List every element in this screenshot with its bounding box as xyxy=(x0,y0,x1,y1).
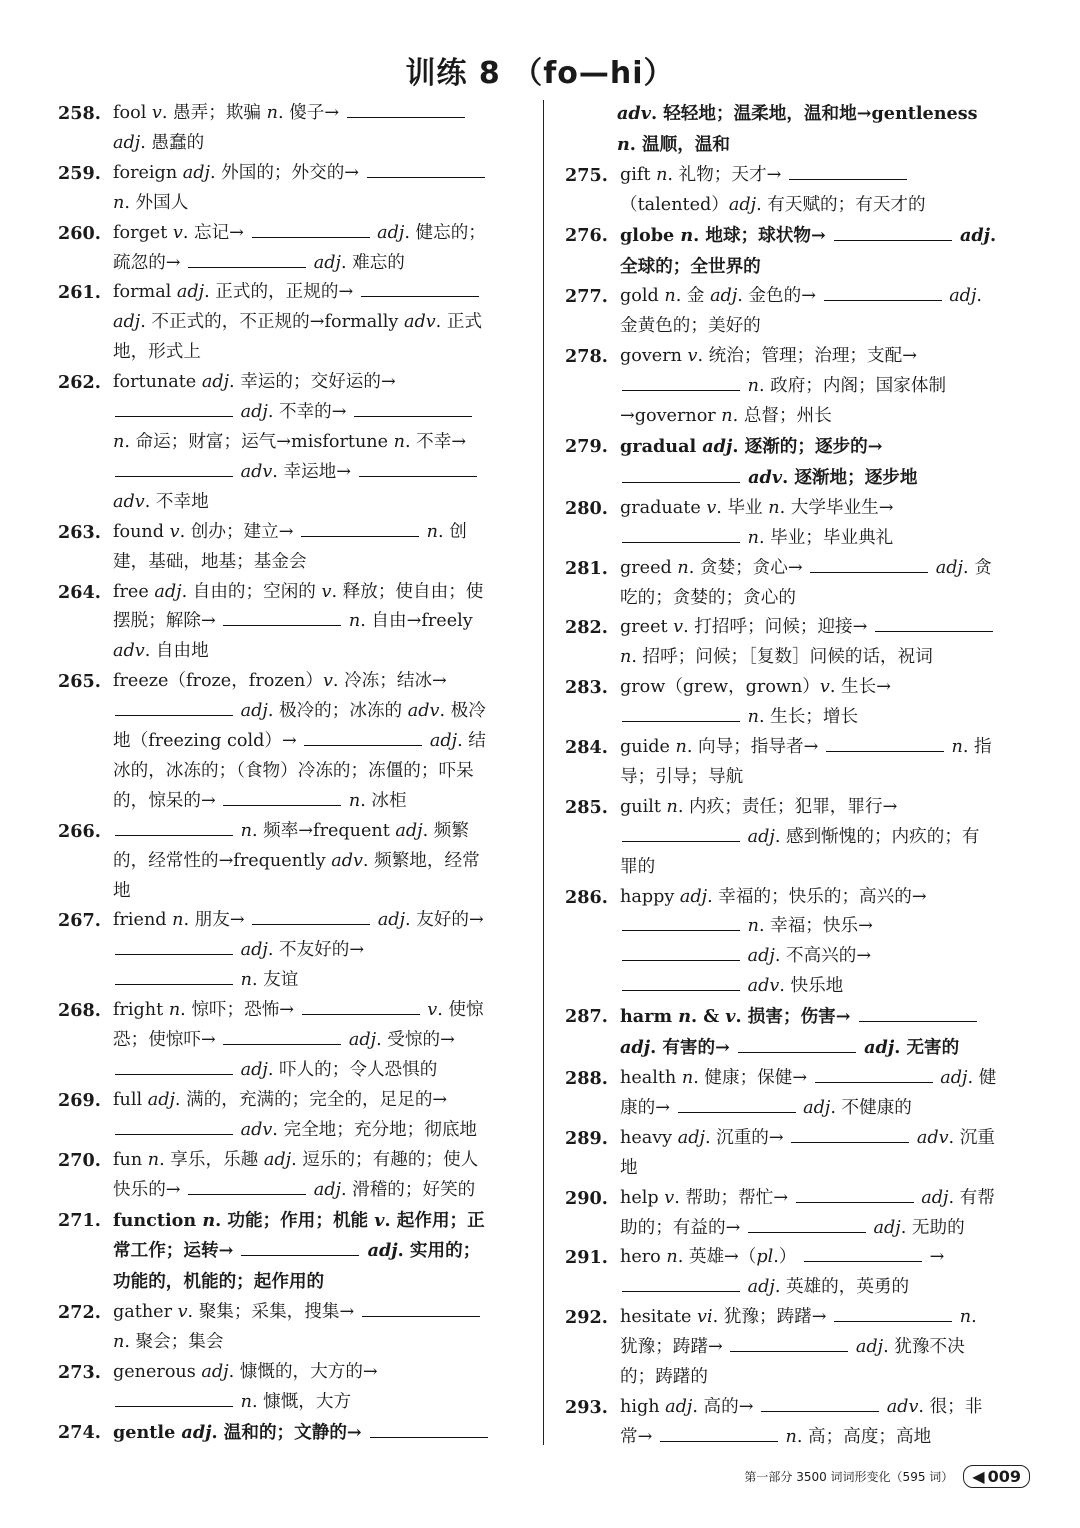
part-of-speech: adj xyxy=(665,1396,693,1417)
answer-blank xyxy=(115,821,233,836)
entry-text: gold n. 金 adj. 金色的→ adj. 金黄色的；美好的 xyxy=(620,286,982,337)
part-of-speech: adj xyxy=(313,1179,341,1200)
vocab-entry xyxy=(58,518,490,578)
vocab-entry xyxy=(565,99,997,161)
part-of-speech: adv xyxy=(747,976,780,997)
part-of-speech: v xyxy=(321,581,332,602)
answer-blank xyxy=(347,103,465,118)
vocab-entry xyxy=(58,817,490,907)
part-of-speech: adj xyxy=(240,1060,268,1080)
part-of-speech: adj xyxy=(873,1217,901,1238)
part-of-speech: n xyxy=(680,224,694,246)
part-of-speech: v xyxy=(322,671,333,692)
entry-number: 284. xyxy=(565,737,608,759)
entry-number: 270. xyxy=(58,1149,101,1171)
vocab-entry xyxy=(565,1184,997,1244)
vocab-entry xyxy=(565,1002,997,1064)
part-of-speech: n xyxy=(617,133,630,155)
part-of-speech: adv xyxy=(240,461,273,482)
part-of-speech: adv xyxy=(113,641,145,662)
part-of-speech: adj xyxy=(747,826,775,847)
answer-blank xyxy=(223,1030,341,1045)
entry-text: formal adj. 正式的，正规的→ adj. 不正式的，不正规的→formally adv. 正式地，形式上 xyxy=(113,282,483,363)
part-of-speech: v xyxy=(374,1209,385,1231)
right-column xyxy=(565,99,997,1448)
entry-text: hero n. 英雄→（pl.） → adj. 英雄的，英勇的 xyxy=(620,1247,945,1298)
entry-number: 281. xyxy=(565,557,608,579)
vocab-entry xyxy=(58,1146,490,1206)
part-of-speech: adv xyxy=(240,1119,273,1140)
part-of-speech: n xyxy=(681,1068,694,1088)
entry-number: 285. xyxy=(565,796,608,818)
entry-number: 292. xyxy=(565,1307,608,1329)
part-of-speech: adj xyxy=(855,1337,884,1358)
part-of-speech: adj xyxy=(147,1089,175,1110)
part-of-speech: adj xyxy=(935,557,964,578)
triangle-left-icon: ◀ xyxy=(972,1467,985,1486)
part-of-speech: adj xyxy=(176,282,205,303)
answer-blank xyxy=(622,376,740,391)
entry-number: 290. xyxy=(565,1187,608,1209)
part-of-speech: adj xyxy=(864,1037,895,1059)
answer-blank xyxy=(115,1120,233,1135)
answer-blank xyxy=(738,1038,856,1053)
answer-blank xyxy=(622,468,740,483)
entry-number: 276. xyxy=(565,224,608,246)
entry-number: 280. xyxy=(565,497,608,519)
part-of-speech: adj xyxy=(677,1127,705,1148)
part-of-speech: adj xyxy=(702,435,733,457)
part-of-speech: n xyxy=(747,376,759,397)
part-of-speech: n xyxy=(113,192,125,213)
part-of-speech: n xyxy=(675,737,687,758)
answer-blank xyxy=(622,528,740,543)
entry-text: forget v. 忘记→ adj. 健忘的；疏忽的→ adj. 难忘的 xyxy=(113,222,486,273)
entry-text: adv. 轻轻地；温柔地，温和地→gentleness n. 温顺，温和 xyxy=(617,103,978,155)
part-of-speech: n xyxy=(677,557,689,578)
answer-blank xyxy=(826,737,944,752)
answer-blank xyxy=(789,165,907,180)
answer-blank xyxy=(115,940,233,955)
entry-number: 289. xyxy=(565,1127,608,1149)
entry-text: n. 频率→frequent adj. 频繁的，经常性的→frequently adv. 频繁地，经常地 xyxy=(113,820,480,901)
entry-number: 260. xyxy=(58,222,101,244)
answer-blank xyxy=(875,617,993,632)
vocab-entry xyxy=(58,1358,490,1418)
answer-blank xyxy=(223,611,341,626)
answer-blank xyxy=(748,1218,866,1233)
answer-blank xyxy=(810,558,928,573)
page-number-badge xyxy=(963,1465,1030,1488)
vocab-entry xyxy=(565,1064,997,1124)
answer-blank xyxy=(370,1423,488,1438)
part-of-speech: pl xyxy=(756,1247,774,1268)
part-of-speech: adv xyxy=(916,1127,949,1148)
answer-blank xyxy=(834,1307,952,1322)
entry-number: 283. xyxy=(565,677,608,699)
entry-text: freeze（froze，frozen）v. 冷冻；结冰→ adj. 极冷的；冰冻的 adv. 极冷地（freezing cold）→ adj. 结冰的，冰冻的；（食物）冷冻的；冻僵的；吓呆的，惊呆的→ n. 冰柜 xyxy=(113,671,486,811)
entry-number: 282. xyxy=(565,617,608,639)
part-of-speech: n xyxy=(168,1000,181,1021)
footer-text: 第一部分 3500 词词形变化（595 词） xyxy=(744,1470,954,1484)
part-of-speech: adj xyxy=(313,252,341,273)
part-of-speech: adv xyxy=(748,466,783,488)
part-of-speech: adj xyxy=(728,194,757,215)
part-of-speech: n xyxy=(147,1149,160,1170)
answer-blank xyxy=(115,701,233,716)
entry-number: 267. xyxy=(58,910,101,932)
part-of-speech: n xyxy=(666,1247,678,1268)
entry-number: 262. xyxy=(58,372,101,394)
part-of-speech: adv xyxy=(403,312,436,333)
entry-text: help v. 帮助；帮忙→ adj. 有帮助的；有益的→ adj. 无助的 xyxy=(620,1187,995,1238)
part-of-speech: v xyxy=(177,1302,188,1323)
answer-blank xyxy=(301,522,419,537)
entry-text: gentle adj. 温和的；文静的→ xyxy=(113,1422,490,1443)
answer-blank xyxy=(188,1180,306,1195)
vocab-entry xyxy=(58,368,490,518)
answer-blank xyxy=(367,163,485,178)
part-of-speech: v xyxy=(706,497,717,518)
part-of-speech: n xyxy=(747,527,759,548)
answer-blank xyxy=(115,462,233,477)
entry-text: hesitate vi. 犹豫；踌躇→ n. 犹豫；踌躇→ adj. 犹豫不决的；踌躇的 xyxy=(620,1307,977,1388)
part-of-speech: v xyxy=(151,103,162,123)
entry-text: gift n. 礼物；天才→ （talented）adj. 有天赋的；有天才的 xyxy=(620,164,926,215)
entry-text: guide n. 向导；指导者→ n. 指导；引导；导航 xyxy=(620,737,992,787)
entry-number: 258. xyxy=(58,103,101,124)
part-of-speech: adj xyxy=(263,1149,292,1170)
entry-text: globe n. 地球；球状物→ adj. 全球的；全世界的 xyxy=(620,224,997,277)
part-of-speech: n xyxy=(620,647,632,668)
answer-blank xyxy=(302,1000,420,1015)
part-of-speech: adj xyxy=(747,1277,775,1298)
part-of-speech: adj xyxy=(201,1362,229,1383)
part-of-speech: adj xyxy=(949,286,977,307)
entry-number: 275. xyxy=(565,164,608,186)
vocab-entry xyxy=(565,883,997,1003)
answer-blank xyxy=(730,1337,848,1352)
part-of-speech: vi xyxy=(697,1307,713,1328)
entry-text: full adj. 满的，充满的；完全的，足足的→ adv. 完全地；充分地；彻底地 xyxy=(113,1089,478,1140)
vocab-entry xyxy=(565,613,997,673)
entry-text: fun n. 享乐，乐趣 adj. 逗乐的；有趣的；使人快乐的→ adj. 滑稽的；好笑的 xyxy=(113,1149,479,1200)
answer-blank xyxy=(678,1098,796,1113)
entry-number: 265. xyxy=(58,671,101,693)
part-of-speech: adj xyxy=(240,402,268,423)
entry-number: 286. xyxy=(565,886,608,908)
part-of-speech: n xyxy=(348,790,361,811)
part-of-speech: adj xyxy=(620,1037,651,1059)
part-of-speech: n xyxy=(951,737,963,758)
entry-text: function n. 功能；作用；机能 v. 起作用；正常工作；运转→ adj. 实用的；功能的，机能的；起作用的 xyxy=(113,1209,485,1293)
entry-number: 278. xyxy=(565,346,608,368)
entry-number: 259. xyxy=(58,162,101,184)
part-of-speech: adj xyxy=(348,1030,377,1051)
part-of-speech: n xyxy=(266,103,278,123)
vocab-entry xyxy=(565,673,997,733)
part-of-speech: n xyxy=(113,1332,125,1353)
left-column xyxy=(58,99,490,1448)
vocab-entry xyxy=(58,667,490,817)
part-of-speech: n xyxy=(678,1006,691,1028)
vocab-entry xyxy=(565,1393,997,1448)
answer-blank xyxy=(804,1247,922,1262)
entry-text: greet v. 打招呼；问候；迎接→ n. 招呼；问候；［复数］问候的话，祝词 xyxy=(620,617,995,667)
entry-text: grow（grew，grown）v. 生长→ n. 生长；增长 xyxy=(620,677,891,728)
entry-number: 272. xyxy=(58,1302,101,1324)
vocab-entry xyxy=(565,432,997,494)
vocab-entry xyxy=(565,161,997,221)
entry-text: graduate v. 毕业 n. 大学毕业生→ n. 毕业；毕业典礼 xyxy=(620,497,894,548)
entry-number: 291. xyxy=(565,1247,608,1269)
answer-blank xyxy=(622,946,740,961)
page-title: 训练 8 （fo—hi） xyxy=(405,56,675,91)
part-of-speech: v xyxy=(673,617,684,638)
part-of-speech: adv xyxy=(113,491,145,512)
answer-blank xyxy=(761,1397,879,1412)
part-of-speech: adj xyxy=(921,1187,949,1208)
part-of-speech: n xyxy=(172,910,184,931)
part-of-speech: n xyxy=(240,1391,252,1412)
part-of-speech: n xyxy=(240,970,252,991)
vocab-entry xyxy=(58,159,490,219)
vocab-entry xyxy=(565,793,997,883)
answer-blank xyxy=(622,916,740,931)
part-of-speech: adj xyxy=(679,886,708,907)
part-of-speech: adv xyxy=(886,1396,919,1417)
answer-blank xyxy=(115,970,233,985)
part-of-speech: v xyxy=(664,1187,675,1208)
part-of-speech: v xyxy=(819,677,830,698)
part-of-speech: n xyxy=(768,497,780,518)
answer-blank xyxy=(622,1277,740,1292)
part-of-speech: adj xyxy=(201,372,230,393)
answer-blank xyxy=(834,226,952,241)
answer-blank xyxy=(815,1068,933,1083)
vocab-entry xyxy=(565,494,997,554)
part-of-speech: adj xyxy=(113,132,141,153)
part-of-speech: adv xyxy=(407,701,440,722)
entry-number: 266. xyxy=(58,820,101,842)
entry-number: 269. xyxy=(58,1089,101,1111)
part-of-speech: n xyxy=(785,1426,797,1447)
part-of-speech: adj xyxy=(377,910,406,931)
answer-blank xyxy=(359,462,477,477)
part-of-speech: n xyxy=(393,431,405,452)
part-of-speech: n xyxy=(666,796,678,817)
part-of-speech: n xyxy=(240,820,252,841)
entry-number: 268. xyxy=(58,1000,101,1022)
entry-text: friend n. 朋友→ adj. 友好的→ adj. 不友好的→ n. 友谊 xyxy=(113,910,484,991)
part-of-speech: adj xyxy=(377,222,405,243)
entry-text: gradual adj. 逐渐的；逐步的→ adv. 逐渐地；逐步地 xyxy=(620,435,918,488)
entry-number: 293. xyxy=(565,1396,608,1418)
part-of-speech: adj xyxy=(113,312,141,333)
part-of-speech: n xyxy=(721,406,733,427)
vocab-entry xyxy=(58,1086,490,1146)
answer-blank xyxy=(622,827,740,842)
entry-text: greed n. 贪婪；贪心→ adj. 贪吃的；贪婪的；贪心的 xyxy=(620,557,992,608)
answer-blank xyxy=(188,253,306,268)
entry-text: heavy adj. 沉重的→ adv. 沉重地 xyxy=(620,1127,995,1178)
entry-text: fool v. 愚弄；欺骗 n. 傻子→ adj. 愚蠢的 xyxy=(113,103,467,153)
entry-text: health n. 健康；保健→ adj. 健康的→ adj. 不健康的 xyxy=(620,1068,997,1118)
entry-text: guilt n. 内疚；责任；犯罪，罪行→ adj. 感到惭愧的；内疚的；有罪的 xyxy=(620,796,980,877)
entry-text: free adj. 自由的；空闲的 v. 释放；使自由；使摆脱；解除→ n. 自由→freely adv. 自由地 xyxy=(113,581,484,662)
entry-text: gather v. 聚集；采集，搜集→ n. 聚会；集会 xyxy=(113,1302,482,1352)
answer-blank xyxy=(115,1060,233,1075)
entry-number: 273. xyxy=(58,1362,101,1384)
entry-number: 288. xyxy=(565,1068,608,1089)
entry-number: 274. xyxy=(58,1421,101,1443)
part-of-speech: n xyxy=(747,916,759,937)
part-of-speech: adj xyxy=(182,162,210,183)
vocab-entry xyxy=(565,221,997,283)
part-of-speech: v xyxy=(172,222,183,243)
entry-number: 277. xyxy=(565,286,608,308)
vocab-entry xyxy=(58,1418,490,1448)
part-of-speech: adv xyxy=(617,103,651,124)
entry-number: 261. xyxy=(58,282,101,304)
entry-text: found v. 创办；建立→ n. 创建，基础，地基；基金会 xyxy=(113,521,467,572)
part-of-speech: adj xyxy=(181,1421,212,1443)
part-of-speech: n xyxy=(664,286,676,307)
part-of-speech: adj xyxy=(959,224,991,246)
vocab-entry xyxy=(565,733,997,793)
part-of-speech: v xyxy=(725,1006,736,1028)
part-of-speech: n xyxy=(747,707,759,728)
answer-blank xyxy=(354,402,472,417)
vocab-entry xyxy=(565,1303,997,1393)
answer-blank xyxy=(824,286,942,301)
answer-blank xyxy=(115,402,233,417)
answer-blank xyxy=(362,1302,480,1317)
part-of-speech: adj xyxy=(747,946,775,967)
entry-number: 279. xyxy=(565,435,608,457)
vocab-entry xyxy=(565,554,997,614)
part-of-speech: adj xyxy=(710,286,738,307)
answer-blank xyxy=(791,1128,909,1143)
answer-blank xyxy=(622,976,740,991)
vocab-entry xyxy=(565,1243,997,1303)
part-of-speech: v xyxy=(169,521,180,542)
page-footer xyxy=(744,1465,1030,1488)
answer-blank xyxy=(660,1427,778,1442)
entry-text: generous adj. 慷慨的，大方的→ n. 慷慨，大方 xyxy=(113,1362,378,1412)
part-of-speech: adj xyxy=(154,581,182,602)
entry-number: 287. xyxy=(565,1006,608,1028)
entry-text: foreign adj. 外国的；外交的→ n. 外国人 xyxy=(113,163,487,213)
entry-number: 263. xyxy=(58,521,101,543)
vocab-entry xyxy=(58,1206,490,1299)
vocab-entry xyxy=(565,342,997,432)
part-of-speech: adj xyxy=(803,1097,831,1118)
answer-blank xyxy=(241,1241,359,1256)
answer-blank xyxy=(252,223,370,238)
entry-text: happy adj. 幸福的；快乐的；高兴的→ n. 幸福；快乐→ adj. 不高兴的→ adv. 快乐地 xyxy=(620,886,927,997)
entry-text: high adj. 高的→ adv. 很；非常→ n. 高；高度；高地 xyxy=(620,1396,983,1447)
vocab-entry xyxy=(58,996,490,1086)
vocab-entry xyxy=(58,1298,490,1358)
column-divider xyxy=(543,100,544,1445)
part-of-speech: n xyxy=(202,1209,216,1231)
entry-text: fortunate adj. 幸运的；交好运的→ adj. 不幸的→ n. 命运；财富；运气→misfortune n. 不幸→ adv. 幸运地→ adv. 不幸地 xyxy=(113,372,479,512)
answer-blank xyxy=(796,1188,914,1203)
part-of-speech: v xyxy=(687,346,698,367)
part-of-speech: n xyxy=(348,611,361,632)
answer-blank xyxy=(115,1392,233,1407)
part-of-speech: n xyxy=(656,164,668,185)
part-of-speech: adj xyxy=(940,1068,968,1088)
answer-blank xyxy=(859,1007,977,1022)
part-of-speech: n xyxy=(959,1307,972,1328)
vocab-entry xyxy=(58,99,490,159)
vocab-entry xyxy=(565,1124,997,1184)
part-of-speech: adj xyxy=(395,820,423,841)
vocab-entry xyxy=(58,219,490,279)
answer-blank xyxy=(223,791,341,806)
entry-text: fright n. 惊吓；恐怖→ v. 使惊恐；使惊吓→ adj. 受惊的→ adj. 吓人的；令人恐惧的 xyxy=(113,1000,484,1080)
part-of-speech: n xyxy=(113,431,125,452)
answer-blank xyxy=(252,910,370,925)
vocab-entry xyxy=(565,282,997,342)
part-of-speech: adv xyxy=(331,850,363,871)
page-number: 009 xyxy=(987,1467,1021,1486)
part-of-speech: adj xyxy=(429,731,458,752)
part-of-speech: n xyxy=(426,521,439,542)
part-of-speech: v xyxy=(427,1000,438,1021)
vocab-entry xyxy=(58,578,490,668)
vocab-entry xyxy=(58,278,490,368)
part-of-speech: adj xyxy=(240,940,268,961)
answer-blank xyxy=(622,707,740,722)
answer-blank xyxy=(304,731,422,746)
entry-number: 264. xyxy=(58,581,101,603)
entry-text: harm n. & v. 损害；伤害→ adj. 有害的→ adj. 无害的 xyxy=(620,1006,979,1058)
part-of-speech: adj xyxy=(367,1240,398,1262)
entry-number: 271. xyxy=(58,1209,101,1231)
answer-blank xyxy=(361,282,479,297)
part-of-speech: adj xyxy=(240,701,268,722)
entry-text: govern v. 统治；管理；治理；支配→ n. 政府；内阁；国家体制→governor n. 总督；州长 xyxy=(620,346,947,427)
vocab-entry xyxy=(58,906,490,996)
